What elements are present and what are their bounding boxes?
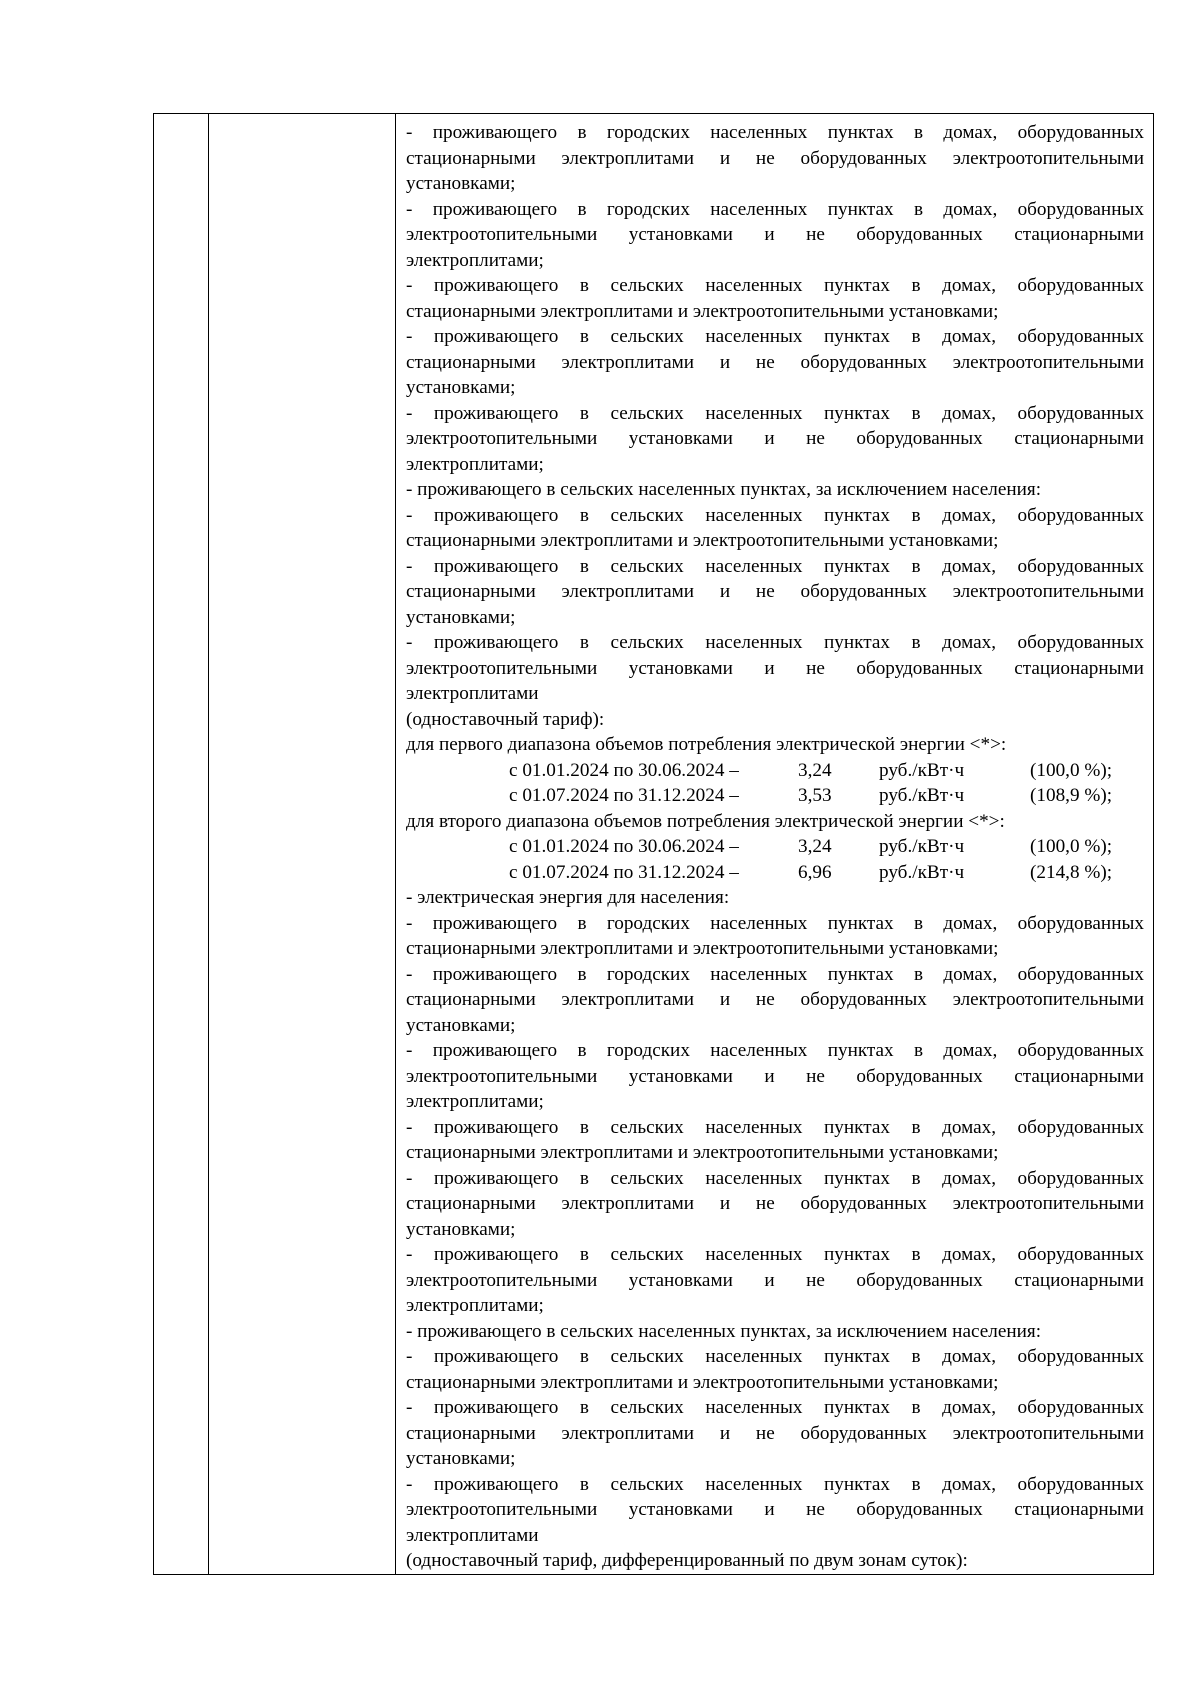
text-line: электроплитами: [406, 683, 539, 704]
text-line: установками;: [406, 173, 516, 194]
text-line: стационарными электроплитами и электроотопительными установками;: [406, 300, 999, 322]
tariff-value: 6,96: [798, 861, 832, 883]
table-cell-number: [154, 114, 209, 1575]
text-line: электроотопительными установками и не оборудованных стационарными: [406, 224, 1144, 245]
text-line: стационарными электроплитами и не оборудованных электроотопительными: [406, 147, 1144, 169]
tariff-row: [406, 758, 1144, 784]
text-line: - проживающего в сельских населенных пунктах в домах, оборудованных: [406, 1346, 1144, 1367]
tariff-period: с 01.01.2024 по 30.06.2024 –: [509, 759, 739, 781]
text-line: (одноставочный тариф):: [406, 708, 605, 730]
text-line: электроотопительными установками и не оборудованных стационарными: [406, 1269, 1144, 1291]
text-line: - проживающего в городских населенных пунктах в домах, оборудованных: [406, 122, 1144, 143]
tariff-unit: руб./кВт·ч: [879, 759, 965, 781]
text-line: стационарными электроплитами и электроотопительными установками;: [406, 938, 999, 959]
text-line: электроплитами;: [406, 1091, 544, 1112]
text-line: - проживающего в сельских населенных пунктах в домах, оборудованных: [406, 326, 1144, 347]
text-line: для второго диапазона объемов потребления электрической энергии <*>:: [406, 810, 1005, 832]
tariff-row: [406, 783, 1144, 809]
text-line: стационарными электроплитами и не оборудованных электроотопительными: [406, 989, 1144, 1010]
tariff-period: с 01.01.2024 по 30.06.2024 –: [509, 836, 739, 857]
text-line: установками;: [406, 1218, 516, 1240]
tariff-percent: (100,0 %);: [1030, 836, 1113, 857]
text-line: - проживающего в сельских населенных пунктах в домах, оборудованных: [406, 1473, 1144, 1495]
text-line: электроотопительными установками и не оборудованных стационарными: [406, 428, 1144, 449]
text-line: установками;: [406, 1448, 516, 1469]
text-line: - проживающего в городских населенных пунктах в домах, оборудованных: [406, 912, 1144, 934]
tariff-unit: руб./кВт·ч: [879, 861, 965, 883]
text-line: - электрическая энергия для населения:: [406, 887, 730, 908]
text-line: стационарными электроплитами и не оборудованных электроотопительными: [406, 1422, 1144, 1444]
tariff-value: 3,24: [798, 759, 832, 781]
text-line: электроотопительными установками и не оборудованных стационарными: [406, 1065, 1144, 1087]
tariff-unit: руб./кВт·ч: [879, 785, 965, 806]
tariff-value: 3,53: [798, 785, 832, 806]
tariff-percent: (108,9 %);: [1030, 785, 1113, 806]
text-line: - проживающего в сельских населенных пунктах в домах, оборудованных: [406, 1397, 1144, 1418]
text-line: - проживающего в городских населенных пунктах в домах, оборудованных: [406, 1040, 1144, 1061]
table-cell-content: [396, 114, 1154, 1575]
text-line: - проживающего в сельских населенных пунктах в домах, оборудованных: [406, 275, 1144, 296]
tariff-percent: (100,0 %);: [1030, 759, 1113, 781]
text-line: установками;: [406, 1014, 516, 1036]
text-line: стационарными электроплитами и не оборудованных электроотопительными: [406, 351, 1144, 373]
text-line: электроплитами;: [406, 1295, 544, 1316]
tariff-period: с 01.07.2024 по 31.12.2024 –: [509, 785, 739, 806]
text-line: - проживающего в сельских населенных пунктах в домах, оборудованных: [406, 632, 1144, 653]
tariff-unit: руб./кВт·ч: [879, 836, 965, 857]
tariff-row: [406, 860, 1144, 886]
text-line: - проживающего в сельских населенных пунктах в домах, оборудованных: [406, 1116, 1144, 1138]
tariff-period: с 01.07.2024 по 31.12.2024 –: [509, 861, 739, 883]
text-line: стационарными электроплитами и электроотопительными установками;: [406, 530, 999, 551]
text-line: установками;: [406, 606, 516, 628]
table-row: [154, 114, 1154, 1575]
document-table: [153, 113, 1154, 1575]
text-line: установками;: [406, 377, 516, 398]
text-line: стационарными электроплитами и не оборудованных электроотопительными: [406, 581, 1144, 602]
text-line: электроотопительными установками и не оборудованных стационарными: [406, 1499, 1144, 1520]
text-line: - проживающего в сельских населенных пунктах в домах, оборудованных: [406, 402, 1144, 424]
text-line: электроплитами;: [406, 249, 544, 271]
text-line: для первого диапазона объемов потребления электрической энергии <*>:: [406, 734, 1007, 755]
tariff-percent: (214,8 %);: [1030, 861, 1113, 883]
text-line: - проживающего в сельских населенных пунктах в домах, оборудованных: [406, 555, 1144, 577]
text-line: - проживающего в городских населенных пунктах в домах, оборудованных: [406, 963, 1144, 985]
text-line: - проживающего в городских населенных пунктах в домах, оборудованных: [406, 198, 1144, 220]
tariff-row: [406, 834, 1144, 860]
text-line: электроотопительными установками и не оборудованных стационарными: [406, 657, 1144, 679]
text-line: - проживающего в сельских населенных пунктах, за исключением населения:: [406, 1320, 1042, 1342]
text-line: (одноставочный тариф, дифференцированный по двум зонам суток):: [406, 1550, 968, 1571]
table-cell-name: [209, 114, 396, 1575]
text-line: электроплитами;: [406, 453, 544, 475]
text-line: - проживающего в сельских населенных пунктах в домах, оборудованных: [406, 504, 1144, 526]
text-line: - проживающего в сельских населенных пунктах в домах, оборудованных: [406, 1167, 1144, 1189]
text-line: стационарными электроплитами и не оборудованных электроотопительными: [406, 1193, 1144, 1214]
tariff-value: 3,24: [798, 836, 832, 857]
text-line: - проживающего в сельских населенных пунктах, за исключением населения:: [406, 479, 1042, 500]
content-text: [406, 120, 1144, 1574]
text-line: стационарными электроплитами и электроотопительными установками;: [406, 1142, 999, 1163]
text-line: стационарными электроплитами и электроотопительными установками;: [406, 1371, 999, 1393]
text-line: - проживающего в сельских населенных пунктах в домах, оборудованных: [406, 1244, 1144, 1265]
text-line: электроплитами: [406, 1524, 539, 1546]
